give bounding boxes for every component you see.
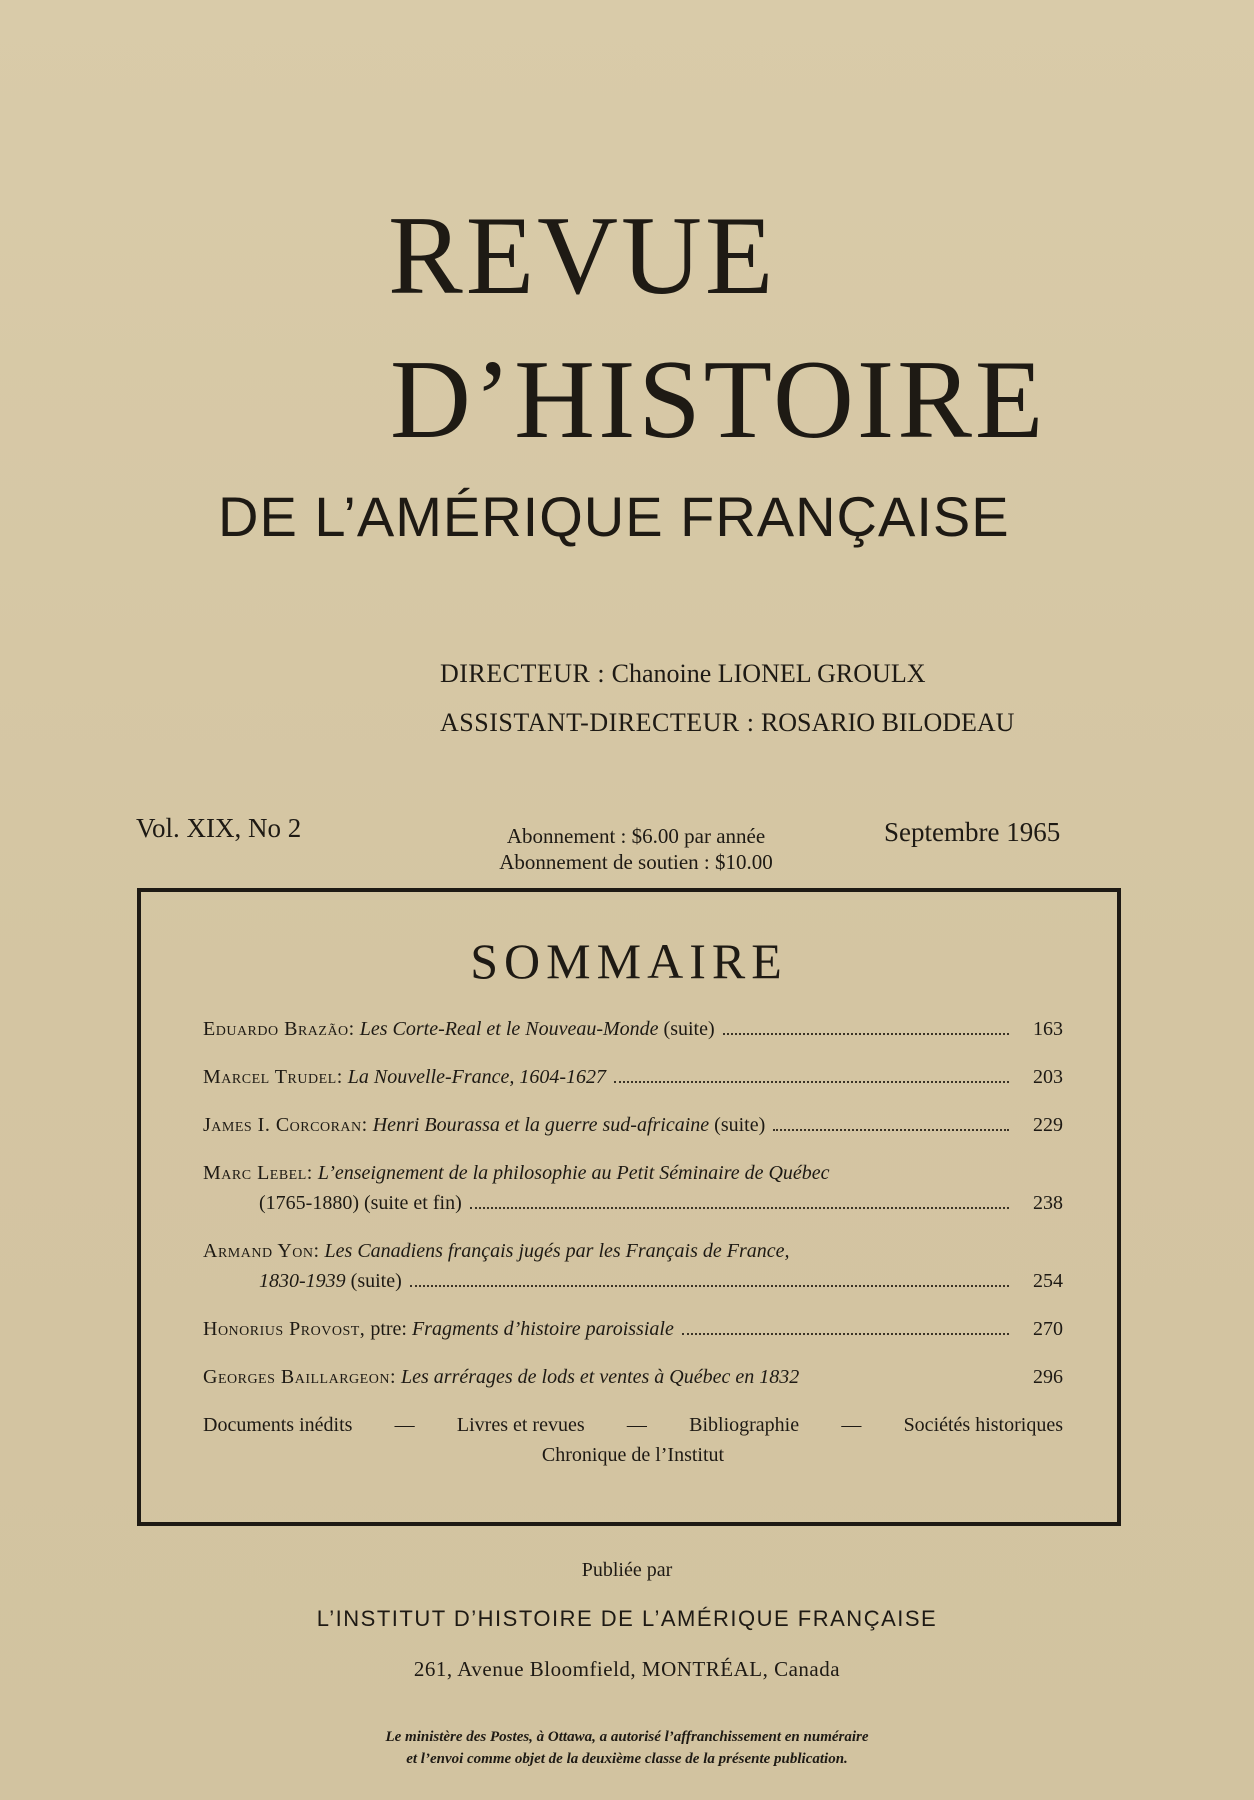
volume-number: Vol. XIX, No 2 <box>136 813 302 843</box>
assistant-director-line <box>440 707 1014 739</box>
entry-suffix: (suite) <box>350 1270 402 1292</box>
toc-entry <box>203 1158 1063 1218</box>
director-line <box>440 658 925 690</box>
postal-notice-line-1: Le ministère des Postes, à Ottawa, a autorisé l’affranchissement en numéraire <box>385 1729 869 1745</box>
title-line-1: REVUE <box>388 194 777 318</box>
misc-dash: — <box>394 1414 415 1436</box>
dot-leader <box>410 1285 1009 1287</box>
entry-author: Honorius Provost, <box>203 1318 366 1340</box>
postal-notice-line-2: et l’envoi comme objet de la deuxième classe de la présente publication. <box>406 1751 848 1767</box>
dot-leader <box>682 1333 1009 1335</box>
institute-name: L’INSTITUT D’HISTOIRE DE L’AMÉRIQUE FRANÇAISE <box>316 1606 938 1631</box>
misc-item: Documents inédits <box>203 1414 353 1436</box>
entry-page: 270 <box>1033 1318 1063 1340</box>
entry-author: Armand Yon: <box>203 1240 320 1262</box>
misc-sections <box>203 1410 1063 1470</box>
subscription-price: Abonnement : $6.00 par année <box>506 824 766 848</box>
entry-continuation: (1765-1880) <box>259 1192 359 1214</box>
entry-author: Eduardo Brazão: <box>203 1018 355 1040</box>
entry-page: 254 <box>1033 1270 1063 1292</box>
entry-title: Les Corte-Real et le Nouveau-Monde <box>359 1018 659 1040</box>
entry-author: James I. Corcoran: <box>203 1114 368 1136</box>
subtitle: DE L’AMÉRIQUE FRANÇAISE <box>218 485 1010 548</box>
dot-leader <box>723 1033 1009 1035</box>
entry-suffix: (suite) <box>663 1018 715 1040</box>
entry-title: Fragments d’histoire paroissiale <box>411 1318 674 1340</box>
toc-title: SOMMAIRE <box>470 933 788 989</box>
toc-entry <box>203 1314 1063 1344</box>
entry-title: Les Canadiens français jugés par les Français de France, <box>324 1240 790 1262</box>
toc-entry <box>203 1014 1063 1044</box>
misc-dash: — <box>626 1414 647 1436</box>
toc-entry <box>203 1362 1063 1392</box>
dot-leader <box>470 1207 1009 1209</box>
assistant-role: ASSISTANT-DIRECTEUR : <box>440 708 755 737</box>
entry-page: 238 <box>1033 1192 1063 1214</box>
entry-continuation: 1830-1939 <box>259 1270 346 1292</box>
published-by: Publiée par <box>581 1559 673 1581</box>
toc-entry <box>203 1110 1063 1140</box>
dot-leader <box>773 1129 1009 1131</box>
entry-page: 163 <box>1033 1018 1063 1040</box>
institute-address: 261, Avenue Bloomfield, MONTRÉAL, Canada <box>413 1657 841 1681</box>
entry-author: Marc Lebel: <box>203 1162 313 1184</box>
director-name: Chanoine LIONEL GROULX <box>611 659 926 688</box>
dot-leader <box>614 1081 1009 1083</box>
misc-item: Chronique de l’Institut <box>541 1444 725 1466</box>
entry-author: Georges Baillargeon: <box>203 1366 396 1388</box>
issue-date: Septembre 1965 <box>884 817 1061 847</box>
entry-title: La Nouvelle-France, 1604-1627 <box>347 1066 607 1088</box>
entry-title: L’enseignement de la philosophie au Petit Séminaire de Québec <box>317 1162 830 1184</box>
misc-item: Sociétés historiques <box>903 1414 1063 1436</box>
support-subscription-price: Abonnement de soutien : $10.00 <box>499 850 773 874</box>
table-of-contents <box>137 888 1121 1526</box>
misc-item: Livres et revues <box>456 1414 585 1436</box>
entry-page: 203 <box>1033 1066 1063 1088</box>
postal-notice <box>0 1726 1254 1770</box>
entry-author: Marcel Trudel: <box>203 1066 343 1088</box>
entry-title: Henri Bourassa et la guerre sud-africaine <box>372 1114 710 1136</box>
entry-suffix: (suite) <box>714 1114 766 1136</box>
entry-page: 229 <box>1033 1114 1063 1136</box>
entry-title: Les arrérages de lods et ventes à Québec en 1832 <box>401 1366 800 1388</box>
director-role: DIRECTEUR : <box>440 659 606 688</box>
entry-page: 296 <box>1033 1366 1063 1388</box>
entry-author-note: ptre: <box>370 1318 407 1340</box>
toc-entry <box>203 1062 1063 1092</box>
toc-entry <box>203 1236 1063 1296</box>
entry-suffix: (suite et fin) <box>363 1192 462 1214</box>
assistant-name: ROSARIO BILODEAU <box>760 708 1015 737</box>
misc-dash: — <box>841 1414 862 1436</box>
misc-item: Bibliographie <box>689 1414 800 1436</box>
title-line-2: D’HISTOIRE <box>390 338 1047 462</box>
